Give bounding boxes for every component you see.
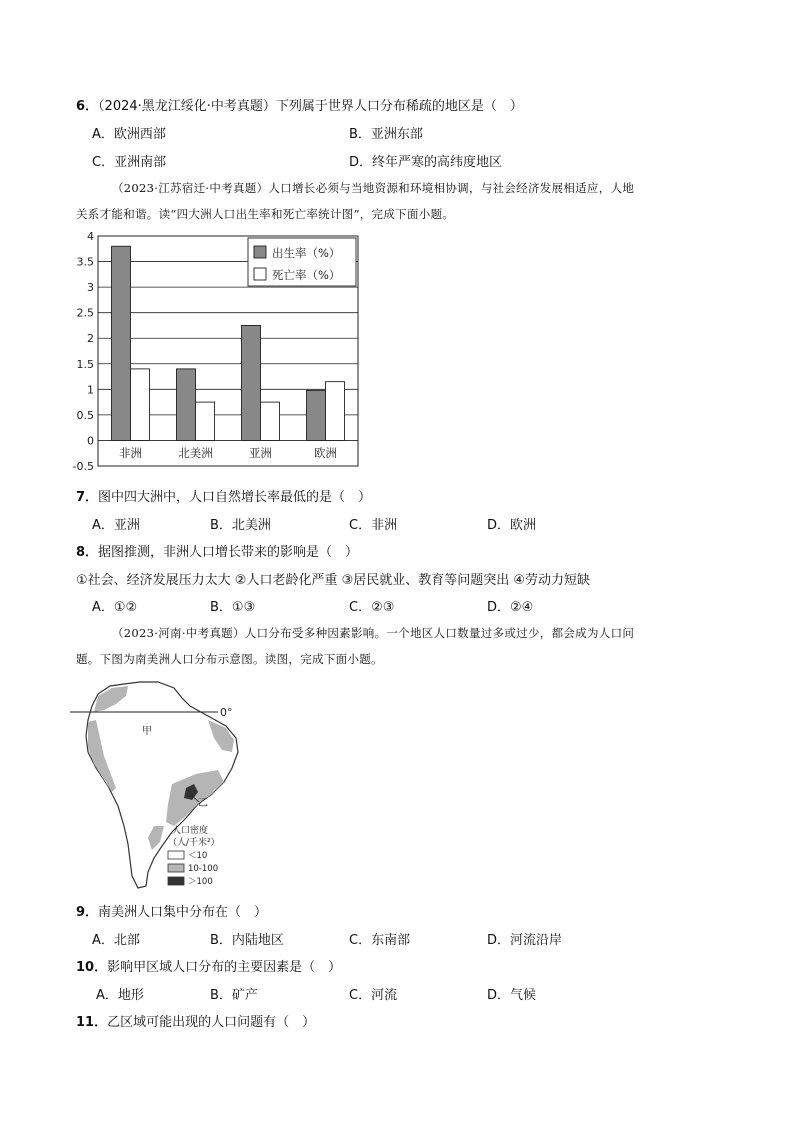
intro-2-line-1: （2023·河南·中考真题）人口分布受多种因素影响。一个地区人口数量过多或过少，都会成为人口问 [112, 626, 635, 640]
q10-option-a: A．地形 [96, 988, 144, 1003]
chart-bar-birth-0 [112, 246, 131, 440]
chart-bar-death-1 [196, 402, 215, 440]
question-10 [76, 956, 341, 975]
question-9 [76, 901, 267, 920]
chart-y-tick-label: 0 [87, 434, 94, 448]
map-legend-label-low: ＜10 [188, 851, 208, 861]
question-9-number: 9． [76, 905, 99, 920]
south-america-population-map [68, 676, 248, 896]
chart-category-label: 非洲 [119, 446, 142, 460]
question-11 [76, 1011, 315, 1030]
question-8 [76, 541, 358, 560]
question-10-number: 10． [76, 960, 108, 975]
chart-bar-death-0 [131, 369, 150, 441]
map-legend-title-2: （人/千米²） [168, 838, 220, 848]
birth-death-rate-chart [70, 228, 370, 473]
map-legend-swatch-high [168, 877, 184, 885]
q8-statements: ①社会、经济发展压力太大 ②人口老龄化严重 ③居民就业、教育等问题突出 ④劳动力短缺 [76, 573, 591, 588]
q7-option-d: D．欧洲 [487, 518, 537, 533]
question-7-number: 7． [76, 490, 99, 505]
chart-legend [248, 238, 356, 286]
q6-option-d: D．终年严寒的高纬度地区 [349, 155, 503, 170]
question-11-text: 乙区域可能出现的人口问题有（ ） [107, 1015, 316, 1030]
q10-option-d: D．气候 [487, 988, 537, 1003]
q10-option-c: C．河流 [349, 988, 398, 1003]
intro-1-line-2: 关系才能和谐。读“四大洲人口出生率和死亡率统计图”，完成下面小题。 [76, 207, 455, 221]
intro-2-line-2: 题。下图为南美洲人口分布示意图。读图，完成下面小题。 [76, 652, 383, 666]
q9-option-c: C．东南部 [349, 933, 411, 948]
q9-option-b: B．内陆地区 [210, 933, 284, 948]
map-legend-swatch-low [168, 851, 184, 859]
q10-option-b: B．矿产 [210, 988, 258, 1003]
q7-option-c: C．非洲 [349, 518, 398, 533]
chart-bar-birth-3 [307, 390, 326, 440]
chart-y-tick-label: 3 [87, 281, 94, 295]
question-7-text: 图中四大洲中，人口自然增长率最低的是（ ） [98, 490, 372, 505]
question-9-text: 南美洲人口集中分布在（ ） [98, 905, 268, 920]
chart-y-tick-label: 1 [87, 383, 94, 397]
q8-option-c: C．②③ [349, 600, 395, 615]
intro-1-line-1: （2023·江苏宿迁·中考真题）人口增长必须与当地资源和环境相协调，与社会经济发展相适应，人地 [112, 181, 635, 195]
map-legend-title-1: 人口密度 [172, 826, 209, 836]
chart-category-label: 亚洲 [249, 446, 272, 460]
chart-category-label: 北美洲 [178, 446, 213, 460]
question-10-text: 影响甲区域人口分布的主要因素是（ ） [107, 960, 342, 975]
chart-y-tick-label: 0.5 [76, 408, 94, 422]
question-6-text: （2024·黑龙江绥化·中考真题）下列属于世界人口分布稀疏的地区是（ ） [98, 99, 523, 114]
question-11-number: 11． [76, 1015, 108, 1030]
q9-option-a: A．北部 [92, 933, 140, 948]
q6-option-b: B．亚洲东部 [349, 127, 423, 142]
chart-y-tick-label: 2 [87, 332, 94, 346]
question-6 [76, 95, 523, 114]
q8-option-a: A．①② [92, 600, 138, 615]
label-jia: 甲 [142, 726, 152, 737]
chart-y-tick-label: 2.5 [76, 306, 94, 320]
chart-y-tick-label: 1.5 [76, 357, 94, 371]
question-6-number: 6． [76, 99, 99, 114]
chart-bar-birth-2 [242, 325, 261, 440]
map-legend-swatch-mid [168, 864, 184, 872]
chart-bar-death-2 [261, 402, 280, 440]
label-yi: 乙 [198, 798, 208, 809]
equator-label: 0° [220, 706, 233, 719]
question-8-text: 据图推测，非洲人口增长带来的影响是（ ） [98, 545, 359, 560]
q9-option-d: D．河流沿岸 [487, 933, 563, 948]
chart-category-label: 欧洲 [314, 446, 337, 460]
map-legend-label-mid: 10-100 [188, 864, 219, 874]
q7-option-b: B．北美洲 [210, 518, 271, 533]
question-7 [76, 486, 371, 505]
chart-legend-swatch [254, 268, 266, 280]
chart-y-tick-label: 4 [87, 230, 94, 243]
chart-legend-label: 出生率（%） [272, 246, 341, 260]
chart-bar-death-3 [326, 382, 345, 441]
map-legend-label-high: ＞100 [188, 877, 213, 887]
chart-y-tick-label: 3.5 [76, 255, 94, 269]
chart-legend-swatch [254, 246, 266, 258]
q6-option-c: C．亚洲南部 [92, 155, 167, 170]
chart-legend-label: 死亡率（%） [272, 268, 341, 282]
q8-option-b: B．①③ [210, 600, 256, 615]
question-8-number: 8． [76, 545, 99, 560]
chart-y-tick-label: -0.5 [72, 460, 94, 473]
q6-option-a: A．欧洲西部 [92, 127, 166, 142]
q7-option-a: A．亚洲 [92, 518, 140, 533]
q8-option-d: D．②④ [487, 600, 534, 615]
chart-bar-birth-1 [177, 369, 196, 441]
